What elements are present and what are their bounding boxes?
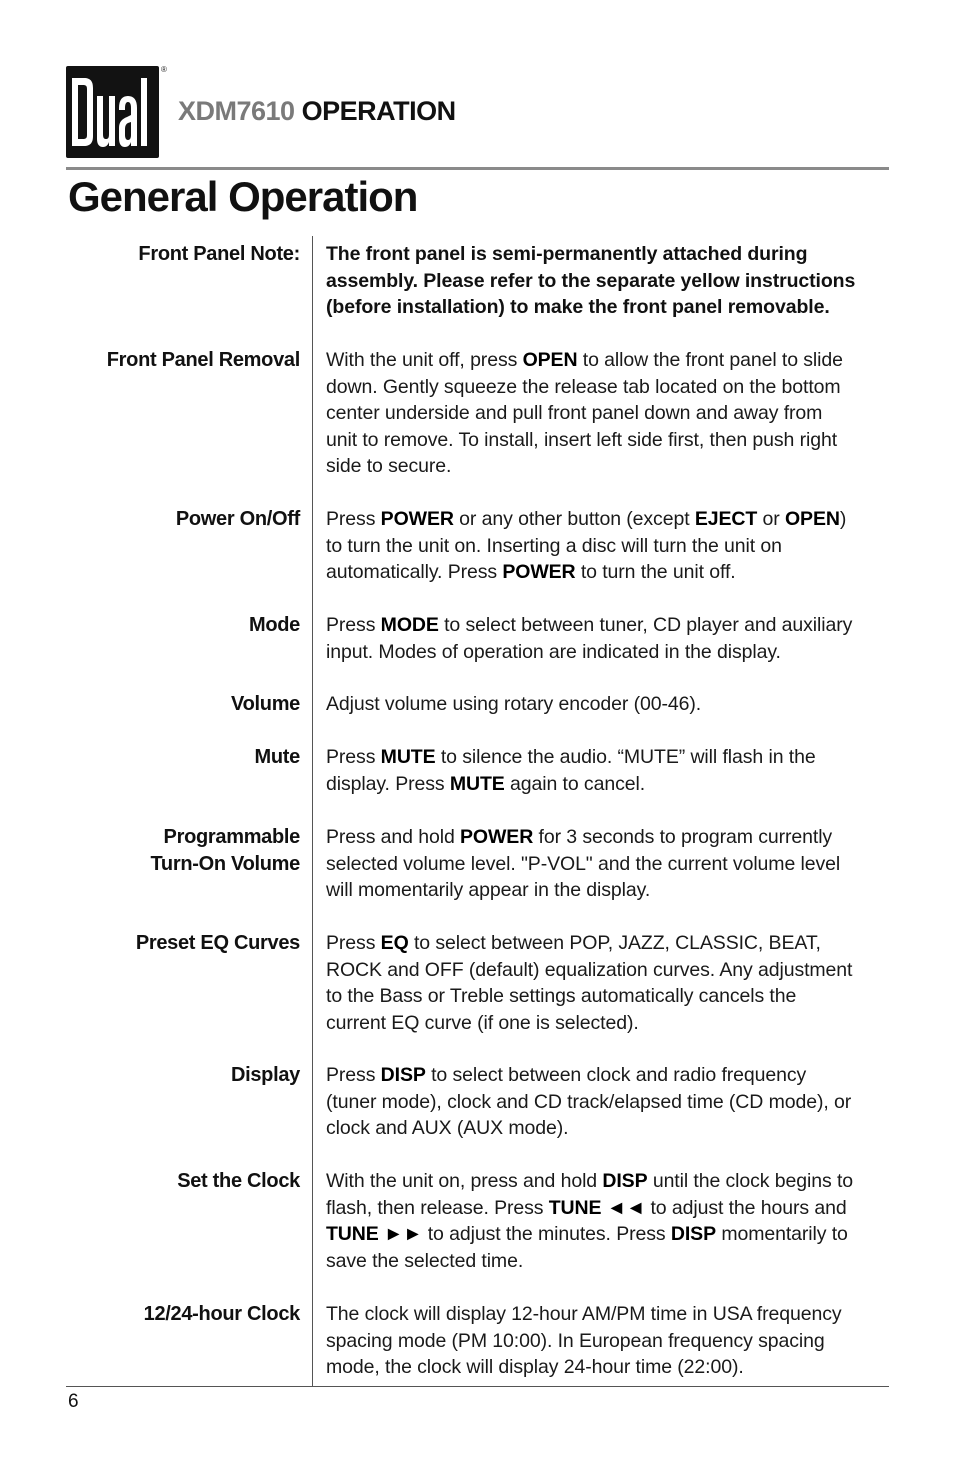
text-line [326, 851, 892, 878]
text-line [326, 612, 892, 639]
button-name: MUTE [449, 772, 505, 795]
section-label [144, 1301, 300, 1328]
button-name: DISP [602, 1170, 648, 1192]
text-segment: unit to remove. To install, insert left side first, then push right [326, 428, 838, 451]
text-segment: save the selected time. [326, 1249, 524, 1272]
page-number: 6 [68, 1391, 79, 1412]
text-segment: Press [326, 508, 381, 530]
text-line [326, 268, 892, 295]
section-label-line: Mute [254, 746, 300, 768]
text-segment: assembly. Please refer to the separate yellow instructions [326, 269, 856, 292]
text-segment: flash, then release. Press [326, 1196, 549, 1219]
section-label-line: Mode [248, 614, 300, 636]
text-segment: (tuner mode), clock and CD track/elapsed time (CD mode), or [326, 1090, 852, 1113]
text-line [326, 744, 892, 771]
text-segment: to adjust the minutes. Press [422, 1223, 671, 1245]
button-name: EQ [380, 932, 409, 954]
text-segment: (before installation) to make the front panel removable. [326, 296, 830, 318]
button-name: TUNE ►► [326, 1223, 423, 1245]
text-segment: automatically. Press [326, 561, 503, 583]
section-label [255, 744, 300, 771]
section-label [176, 506, 300, 533]
section-text [326, 824, 892, 904]
text-line [326, 1301, 892, 1328]
text-segment: to allow the front panel to slide [577, 349, 843, 371]
section-label-line: Power On/Off [175, 508, 300, 530]
text-segment: or any other button (except [453, 508, 695, 530]
text-line [326, 506, 892, 533]
text-segment: to the Bass or Treble settings automatically cancels the [326, 985, 797, 1007]
section-header [178, 96, 456, 127]
button-name: EJECT [694, 508, 758, 530]
button-name: DISP [380, 1064, 426, 1086]
text-segment: again to cancel. [504, 772, 646, 795]
text-line [326, 957, 892, 984]
text-segment: center underside and pull front panel down and away from [326, 402, 823, 424]
text-line [326, 400, 892, 427]
section-text [326, 930, 892, 1036]
text-line [326, 559, 892, 586]
text-line [326, 1062, 892, 1089]
footer-divider [66, 1386, 889, 1387]
text-line [326, 374, 892, 401]
button-name: DISP [670, 1223, 716, 1245]
section-label [177, 1168, 300, 1195]
text-segment: Press [326, 614, 381, 636]
text-line [326, 347, 892, 374]
text-segment: The clock will display 12-hour AM/PM time in USA frequency [326, 1303, 842, 1325]
text-line [326, 1221, 892, 1248]
button-name: POWER [502, 561, 576, 583]
text-line [326, 1010, 892, 1037]
section-text [326, 744, 892, 797]
section-label-line: Volume [231, 693, 300, 715]
text-segment: to silence the audio. “MUTE” will flash in the [435, 746, 816, 768]
section-text [326, 241, 892, 321]
text-line [326, 533, 892, 560]
button-name: POWER [460, 826, 534, 848]
section-label [249, 612, 300, 639]
text-segment: clock and AUX (AUX mode). [326, 1117, 569, 1139]
text-segment: for 3 seconds to program currently [533, 826, 833, 848]
section-label [107, 347, 300, 374]
text-segment: Press [326, 746, 381, 768]
text-segment: until the clock begins to [647, 1170, 854, 1192]
text-line [326, 241, 892, 268]
section-text [326, 1301, 892, 1381]
text-segment: to turn the unit on. Inserting a disc will turn the unit on [326, 534, 782, 557]
text-segment: will momentarily appear in the display. [326, 879, 651, 901]
text-segment: input. Modes of operation are indicated in the display. [326, 640, 781, 663]
button-name: OPEN [784, 508, 840, 530]
text-line [326, 1168, 892, 1195]
section-label [231, 1062, 300, 1089]
section-text [326, 612, 892, 665]
section-text [326, 1168, 892, 1274]
text-segment: or [757, 508, 785, 530]
text-segment: ROCK and OFF (default) equalization curves. Any adjustment [326, 958, 853, 981]
text-segment: side to secure. [326, 455, 452, 477]
text-segment: current EQ curve (if one is selected). [326, 1011, 639, 1034]
text-segment: to adjust the hours and [645, 1196, 847, 1219]
text-line [326, 1354, 892, 1381]
section-label-line: Front Panel Removal [106, 349, 300, 371]
text-segment: to select between clock and radio frequency [425, 1064, 807, 1086]
text-segment: down. Gently squeeze the release tab located on the bottom [326, 375, 841, 398]
text-line [326, 1248, 892, 1275]
text-segment: to select between POP, JAZZ, CLASSIC, BEAT, [408, 932, 821, 954]
registered-mark: ® [161, 65, 167, 74]
button-name: OPEN [522, 349, 578, 371]
dual-logo-mark [66, 66, 159, 158]
section-label [151, 824, 301, 877]
text-segment: ) [839, 508, 847, 530]
section-label-line: Preset EQ Curves [135, 932, 300, 954]
section-label-line: Display [230, 1064, 300, 1086]
text-line [326, 983, 892, 1010]
text-line [326, 824, 892, 851]
text-segment: momentarily to [716, 1223, 848, 1245]
text-segment: With the unit on, press and hold [326, 1170, 603, 1192]
text-line [326, 1328, 892, 1355]
button-name: TUNE ◄◄ [548, 1196, 646, 1219]
text-segment: The front panel is semi-permanently attached during [326, 243, 808, 265]
text-segment: Adjust volume using rotary encoder (00-46). [326, 693, 702, 715]
text-line [326, 1089, 892, 1116]
text-line [326, 1115, 892, 1142]
text-segment: to turn the unit off. [575, 561, 736, 583]
section-label-line: Programmable [163, 826, 300, 848]
button-name: POWER [380, 508, 454, 530]
text-segment: spacing mode (PM 10:00). In European frequency spacing [326, 1329, 825, 1352]
text-line [326, 639, 892, 666]
section-label-line: Front Panel Note: [138, 243, 300, 265]
dual-logo [66, 66, 159, 158]
text-segment: display. Press [326, 772, 450, 795]
text-segment: to select between tuner, CD player and auxiliary [438, 614, 853, 636]
text-line [326, 1195, 892, 1222]
button-name: MODE [380, 614, 439, 636]
text-segment: Press [326, 932, 381, 954]
text-line [326, 453, 892, 480]
text-segment: With the unit off, press [326, 349, 523, 371]
section-text [326, 506, 892, 586]
text-segment: Press and hold [326, 826, 461, 848]
section-label-line: Set the Clock [177, 1170, 300, 1192]
text-line [326, 294, 892, 321]
section-label-line: 12/24-hour Clock [143, 1303, 300, 1325]
model-number: XDM7610 [178, 96, 295, 126]
section-label [136, 930, 300, 957]
section-text [326, 1062, 892, 1142]
button-name: MUTE [380, 746, 436, 768]
text-segment: mode, the clock will display 24-hour time (22:00). [326, 1356, 744, 1378]
header-divider [66, 167, 889, 170]
text-line [326, 877, 892, 904]
header-operation: OPERATION [301, 96, 456, 126]
section-text [326, 691, 892, 718]
text-line [326, 930, 892, 957]
section-label-line: Turn-On Volume [150, 852, 300, 875]
section-text [326, 347, 892, 480]
text-segment: selected volume level. "P-VOL" and the current volume level [326, 852, 841, 875]
page-title: General Operation [68, 173, 418, 220]
section-label [138, 241, 300, 268]
text-line [326, 771, 892, 798]
text-line [326, 427, 892, 454]
text-segment: Press [326, 1064, 381, 1086]
section-label [231, 691, 300, 718]
column-divider [312, 236, 313, 1386]
text-line [326, 691, 892, 718]
